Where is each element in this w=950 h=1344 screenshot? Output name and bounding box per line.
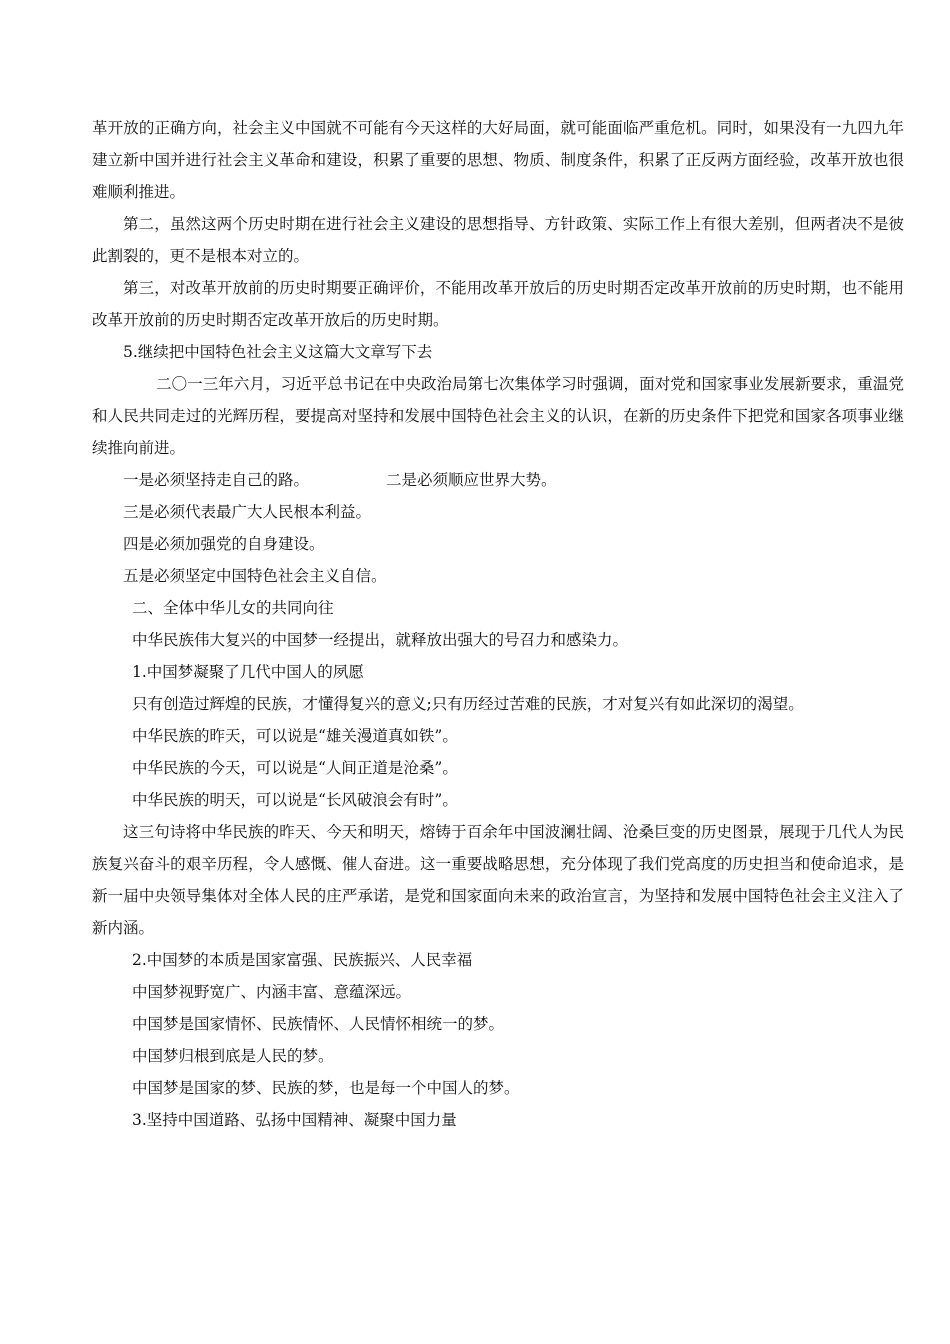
- paragraph-second-point: 第二，虽然这两个历史时期在进行社会主义建设的思想指导、方针政策、实际工作上有很大差别，但两者决不是彼此割裂的，更不是根本对立的。: [92, 215, 904, 265]
- document-page: [92, 112, 904, 1136]
- paragraph-dream-vision: 中国梦视野宽广、内涵丰富、意蕴深远。: [132, 983, 412, 1001]
- list-row-1-2: [92, 464, 904, 496]
- list-item-5: 五是必须坚定中国特色社会主义自信。: [123, 567, 387, 585]
- paragraph-dream-feelings: 中国梦是国家情怀、民族情怀、人民情怀相统一的梦。: [132, 1015, 505, 1033]
- paragraph-june-2013: 二〇一三年六月，习近平总书记在中央政治局第七次集体学习时强调，面对党和国家事业发展新要求，重温党和人民共同走过的光辉历程，要提高对坚持和发展中国特色社会主义的认识，在新的历史条件下把党和国家各项事业继续推向前进。: [92, 375, 904, 457]
- heading-part-2: 二、全体中华儿女的共同向往: [132, 599, 334, 617]
- paragraph-today: 中华民族的今天，可以说是“人间正道是沧桑”。: [132, 759, 458, 777]
- heading-section-2: 2.中国梦的本质是国家富强、民族振兴、人民幸福: [132, 951, 473, 969]
- paragraph-dream-people: 中国梦归根到底是人民的梦。: [132, 1047, 334, 1065]
- paragraph-revival-meaning: 只有创造过辉煌的民族，才懂得复兴的意义;只有历经过苦难的民族，才对复兴有如此深切的渴望。: [132, 695, 804, 713]
- paragraph-yesterday: 中华民族的昨天，可以说是“雄关漫道真如铁”。: [132, 727, 458, 745]
- paragraph-tomorrow: 中华民族的明天，可以说是“长风破浪会有时”。: [132, 791, 458, 809]
- list-item-2: 二是必须顺应世界大势。: [386, 471, 557, 489]
- list-item-1: 一是必须坚持走自己的路。: [123, 471, 310, 489]
- list-item-4: 四是必须加强党的自身建设。: [123, 535, 325, 553]
- paragraph-china-dream-intro: 中华民族伟大复兴的中国梦一经提出，就释放出强大的号召力和感染力。: [132, 631, 629, 649]
- paragraph-reform-direction: 革开放的正确方向，社会主义中国就不可能有今天这样的大好局面，就可能面临严重危机。同时，如果没有一九四九年建立新中国并进行社会主义革命和建设，积累了重要的思想、物质、制度条件，积累了正反两方面经验，改革开放也很难顺利推进。: [92, 119, 904, 201]
- heading-section-3: 3.坚持中国道路、弘扬中国精神、凝聚中国力量: [132, 1111, 457, 1129]
- paragraph-third-point: 第三，对改革开放前的历史时期要正确评价，不能用改革开放后的历史时期否定改革开放前的历史时期，也不能用改革开放前的历史时期否定改革开放后的历史时期。: [92, 279, 904, 329]
- heading-section-1: 1.中国梦凝聚了几代中国人的夙愿: [132, 663, 364, 681]
- heading-section-5: 5.继续把中国特色社会主义这篇大文章写下去: [123, 343, 433, 361]
- paragraph-dream-everyone: 中国梦是国家的梦、民族的梦，也是每一个中国人的梦。: [132, 1079, 520, 1097]
- paragraph-three-poems: 这三句诗将中华民族的昨天、今天和明天，熔铸于百余年中国波澜壮阔、沧桑巨变的历史图景，展现于几代人为民族复兴奋斗的艰辛历程，令人感慨、催人奋进。这一重要战略思想，充分体现了我们党高度的历史担当和使命追求，是新一届中央领导集体对全体人民的庄严承诺，是党和国家面向未来的政治宣言，为坚持和发展中国特色社会主义注入了新内涵。: [92, 823, 904, 937]
- list-item-3: 三是必须代表最广大人民根本利益。: [123, 503, 372, 521]
